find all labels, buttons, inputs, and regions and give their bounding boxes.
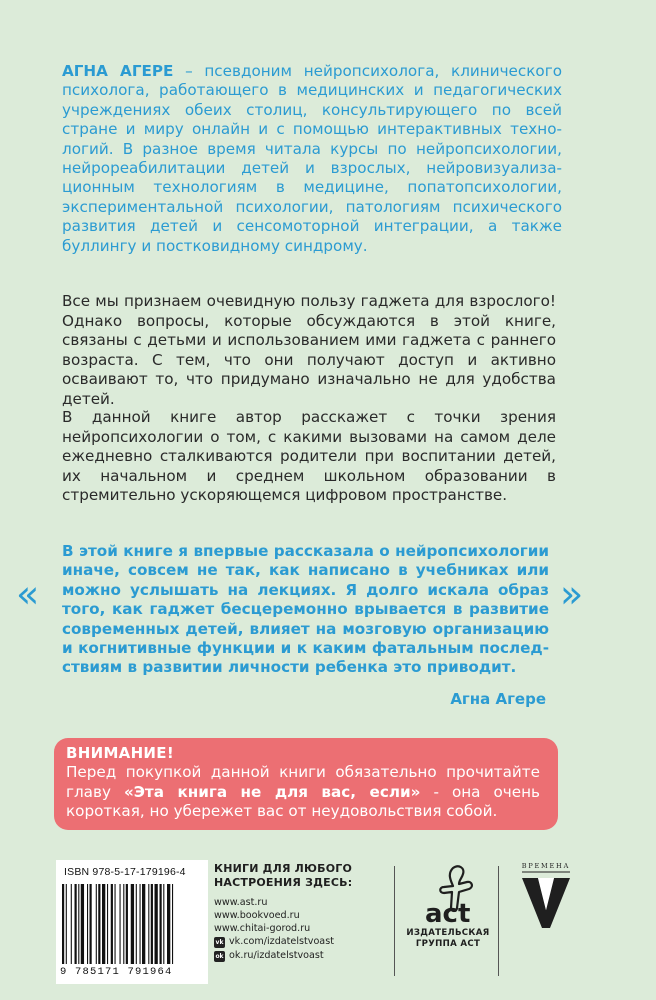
ast-logo-icon [413,862,483,928]
barcode-bar [131,884,134,964]
barcode-bar [102,884,105,964]
barcode-bar [163,884,164,964]
vk-icon: vk [215,938,224,946]
barcode-bar [167,884,170,964]
barcode-bar [90,884,92,964]
author-name: АГНА АГЕРЕ [62,62,174,80]
warning-text-before: Перед покупкой данной книги обязательно прочитайте главу [66,763,540,801]
barcode-bar [111,884,113,964]
warning-box [54,738,558,830]
shop-link-ast[interactable]: www.ast.ru [214,897,268,908]
barcode-bar [78,884,79,964]
barcode-bar [136,884,137,964]
barcode-bar [107,884,108,964]
ast-logo-text: act [425,899,471,928]
author-bio [62,62,562,256]
barcode-bar [151,884,153,964]
barcode-bar [81,884,84,964]
shop-link-chitai-gorod[interactable]: www.chitai-gorod.ru [214,923,311,934]
barcode-bar [126,884,128,964]
barcode-bar [66,884,67,964]
social-ok[interactable] [214,949,394,963]
vremena-v-icon [516,870,576,932]
barcode-bar [120,884,121,964]
barcode-bar [75,884,77,964]
warning-highlight: «Эта книга не для вас, если» [123,782,421,801]
barcode-bar [98,884,100,964]
publisher-logo [402,862,494,950]
author-bio-text: – псевдоним нейропсихолога, клинического психолога, работающего в медицинских и педагогических учреждениях обеих столиц, консультирующего по всей стране и миру онлайн и с помощью интерактивных технологий. В разное время читала курсы по нейропсихологии, нейрореабилитации детей и взрослых, нейровизуализационным технологиям в медицине, попатопсихологии, экспериментальной психологии, патологиям психического развития детей и сенсомоторной интеграции, а также буллингу и постковидному синдрому. [62,62,562,255]
warning-title: ВНИМАНИЕ! [66,744,174,762]
warning-text-after: - она очень короткая, но убережет вас от неудовольствия собой. [66,782,540,821]
imprint-logo [512,862,580,936]
warning-text [66,763,540,822]
barcode-digits: 9 785171 791964 [60,966,173,978]
barcode-bar [148,884,149,964]
barcode-bar [115,884,116,964]
author-quote: В этой книге я впервые рассказала о нейропсихологии иначе, совсем не так, как написано в учебниках или можно услышать на лекциях. Я долго искала образ того, как гаджет бесцеремонно врывается в развитие современных детей, влияет на мозговую организацию и когнитивные функции и к каким фатальным последствиям в развитии личности ребенка это приводит. [62,542,549,677]
quote-signature: Агна Агере [450,690,546,708]
quote-close-mark: » [560,572,584,616]
barcode-icon [62,884,202,966]
barcode-bar [96,884,97,964]
isbn-label: ISBN 978-5-17-179196-4 [64,866,186,878]
barcode-bar [142,884,145,964]
social-vk[interactable] [214,935,394,949]
barcode-bar [87,884,88,964]
shop-link-bookvoed[interactable]: www.bookvoed.ru [214,910,300,921]
quote-open-mark: « [16,572,40,616]
description-paragraph-1: Все мы признаем очевидную пользу гаджета для взрослого! Однако вопросы, которые обсуждаются в этой книге, связаны с детьми и использованием ими гаджета с раннего возраста. С тем, что они получают доступ и активно осваивают то, что придумано изначально не для удобства детей. [62,292,556,408]
divider [394,866,395,976]
divider [498,866,499,976]
barcode-bar [71,884,72,964]
publisher-label-line-2: ГРУППА АСТ [415,939,481,949]
shops-block [214,862,394,963]
barcode-bar [123,884,124,964]
barcode-bar [160,884,162,964]
barcode-bar [62,884,64,964]
barcode-bar [155,884,158,964]
description-paragraph-2: В данной книге автор расскажет с точки зрения нейропсихологии о том, с какими вызовами на самом деле ежедневно сталкиваются родители при воспитании детей, их начальном и среднем школьном образовании в стремительно ускоряющемся цифровом пространстве. [62,408,556,505]
barcode-bar [172,884,173,964]
imprint-word: ВРЕМЕНА [521,862,571,870]
barcode-block [56,860,208,984]
publisher-label-line-1: ИЗДАТЕЛЬСКАЯ [406,928,490,938]
shops-heading-line-1: КНИГИ ДЛЯ ЛЮБОГО [214,862,353,875]
social-vk-link[interactable]: vk.com/izdatelstvoast [229,936,334,947]
social-ok-link[interactable]: ok.ru/izdatelstvoast [229,950,324,961]
barcode-bar [140,884,141,964]
shops-heading-line-2: НАСТРОЕНИЯ ЗДЕСЬ: [214,876,353,889]
ok-icon: ok [215,952,224,960]
